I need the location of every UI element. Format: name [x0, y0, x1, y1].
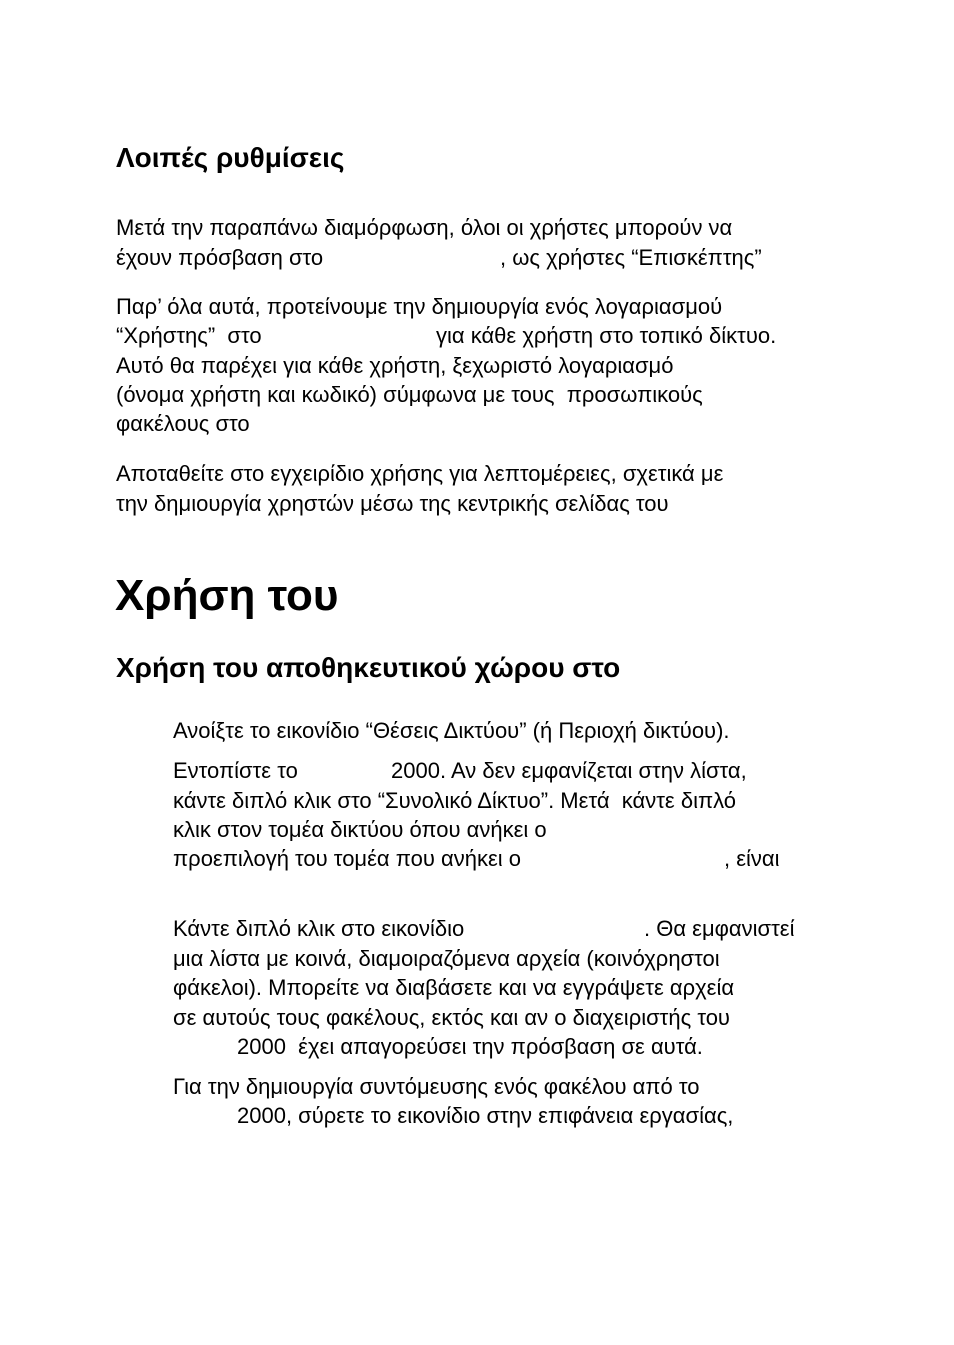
chapter-heading-usage: Χρήση του: [115, 571, 339, 620]
text-line: κλικ στον τομέα δικτύου όπου ανήκει ο: [173, 817, 547, 842]
text-line: “Χρήστης” στο: [116, 323, 262, 348]
text-line: Για την δημιουργία συντόμευσης ενός φακέλου από το: [173, 1074, 700, 1099]
text-line: σε αυτούς τους φακέλους, εκτός και αν ο διαχειριστής του: [173, 1005, 730, 1030]
text-line: Κάντε διπλό κλικ στο εικονίδιο: [173, 916, 465, 941]
text-line: , ως χρήστες “Επισκέπτης”: [500, 245, 762, 270]
text-line: 2000. Αν δεν εμφανίζεται στην λίστα,: [391, 758, 747, 783]
text-line: μια λίστα με κοινά, διαμοιραζόμενα αρχεία (κοινόχρηστοι: [173, 946, 720, 971]
text-line: Παρ’ όλα αυτά, προτείνουμε την δημιουργία ενός λογαριασμού: [116, 294, 723, 319]
text-line: . Θα εμφανιστεί: [644, 916, 795, 941]
section-heading-other-settings: Λοιπές ρυθμίσεις: [116, 142, 345, 173]
text-line: Μετά την παραπάνω διαμόρφωση, όλοι οι χρήστες μπορούν να: [116, 215, 733, 240]
text-line: Ανοίξτε το εικονίδιο “Θέσεις Δικτύου” (ή Περιοχή δικτύου).: [173, 718, 730, 743]
text-line: 2000 έχει απαγορεύσει την πρόσβαση σε αυτά.: [237, 1034, 703, 1059]
text-line: κάντε διπλό κλικ στο “Συνολικό Δίκτυο”. Μετά κάντε διπλό: [173, 788, 737, 813]
text-line: (όνομα χρήστη και κωδικό) σύμφωνα με τους προσωπικούς: [116, 382, 703, 407]
text-line: φακέλους στο: [116, 411, 250, 436]
text-line: την δημιουργία χρηστών μέσω της κεντρικής σελίδας του: [116, 491, 669, 516]
text-line: για κάθε χρήστη στο τοπικό δίκτυο.: [436, 323, 777, 348]
text-line: , είναι: [724, 846, 780, 871]
text-line: φάκελοι). Μπορείτε να διαβάσετε και να εγγράψετε αρχεία: [173, 975, 735, 1000]
section-heading-storage-usage: Χρήση του αποθηκευτικού χώρου στο: [116, 652, 621, 683]
text-line: Αποταθείτε στο εγχειρίδιο χρήσης για λεπτομέρειες, σχετικά με: [116, 461, 724, 486]
text-line: Αυτό θα παρέχει για κάθε χρήστη, ξεχωριστό λογαριασμό: [116, 353, 674, 378]
text-line: Εντοπίστε το: [173, 758, 298, 783]
text-line: προεπιλογή του τομέα που ανήκει ο: [173, 846, 521, 871]
text-line: 2000, σύρετε το εικονίδιο στην επιφάνεια εργασίας,: [237, 1103, 734, 1128]
text-line: έχουν πρόσβαση στο: [116, 245, 324, 270]
